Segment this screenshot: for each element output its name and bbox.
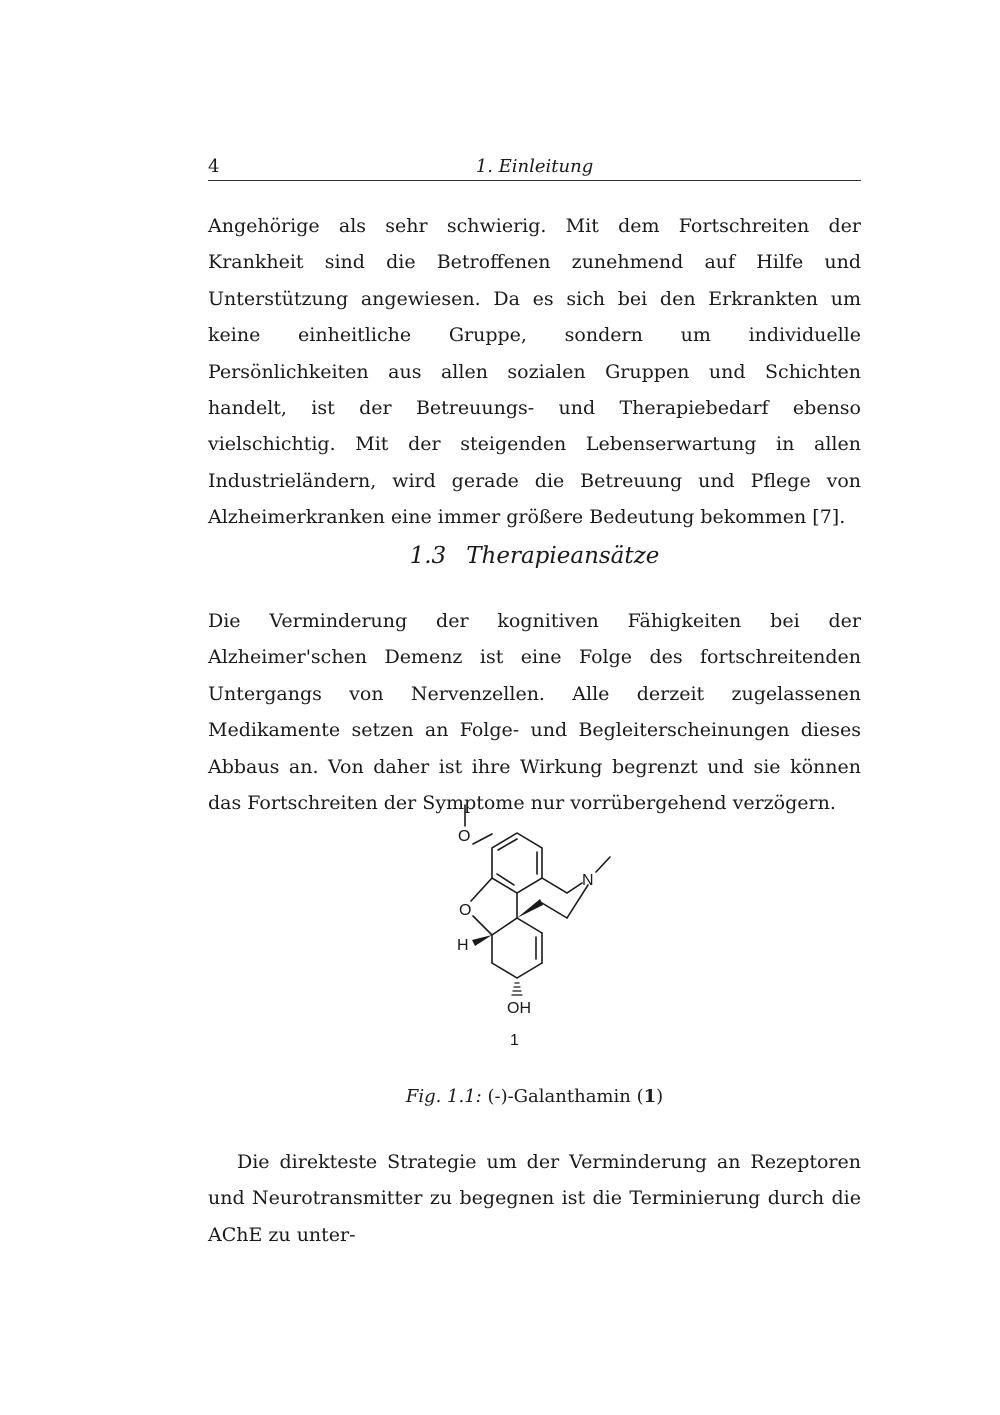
atom-o-ring: O [459,902,472,919]
caption-label: Fig. 1.1: [405,1086,482,1107]
page-number: 4 [208,156,220,177]
caption-compound-ref: 1 [643,1086,657,1107]
compound-number: 1 [510,1032,519,1049]
bond [498,839,517,850]
chapter-title: 1. Einleitung [475,156,594,177]
running-header [208,156,861,181]
galanthamine-structure [400,800,660,1060]
section-heading [208,543,861,569]
caption-end: ) [656,1086,664,1107]
bond [517,918,542,933]
benzene-ring [492,833,542,893]
wedge-bond [472,935,492,946]
structure-svg [400,800,660,1060]
bond [492,918,517,935]
bond [542,903,567,918]
bond [596,857,610,872]
paragraph-3: Die direkteste Strategie um der Verminderung an Rezeptoren und Neurotransmitter zu begegnen ist die Terminierung durch die AChE zu unter- [208,1151,861,1246]
caption-name: (-)-Galanthamin ( [487,1086,644,1107]
bond [567,883,582,893]
bond [542,878,567,893]
hashed-bond [512,983,522,995]
section-title: Therapieansätze [466,543,660,569]
bond [473,834,492,844]
wedge-bond [517,899,543,918]
paragraph-2: Die Verminderung der kognitiven Fähigkeiten bei der Alzheimer'schen Demenz ist eine Folge des fortschreitenden Untergangs von Nervenzellen. Alle derzeit zugelassenen Medikamente setzen an Folge- und Begleiterscheinungen dieses Abbaus an. Von daher ist ihre Wirkung begrenzt und sie können das Fortschreiten der Symptome nur vorrübergehend verzögern. [208,610,861,815]
atom-n: N [582,872,594,889]
bond [471,878,492,901]
bond [492,963,517,978]
bond [517,963,542,978]
paragraph-1: Angehörige als sehr schwierig. Mit dem Fortschreiten der Krankheit sind die Betroffenen zunehmend auf Hilfe und Unterstützung angewiesen. Da es sich bei den Erkrankten um keine einheitliche Gruppe, sondern um individuelle Persönlichkeiten aus allen sozialen Gruppen und Schichten handelt, ist der Betreuungs- und Therapiebedarf ebenso vielschichtig. Mit der steigenden Lebenserwartung in allen Industrieländern, wird gerade die Betreuung und Pflege von Alzheimerkranken eine immer größere Bedeutung bekommen [7]. [208,215,861,529]
figure-caption [208,1086,861,1107]
bond [473,916,492,935]
section-number: 1.3 [409,543,447,569]
atom-h: H [457,937,469,954]
atom-o-methoxy: O [458,828,471,845]
atom-oh: OH [507,1000,531,1017]
